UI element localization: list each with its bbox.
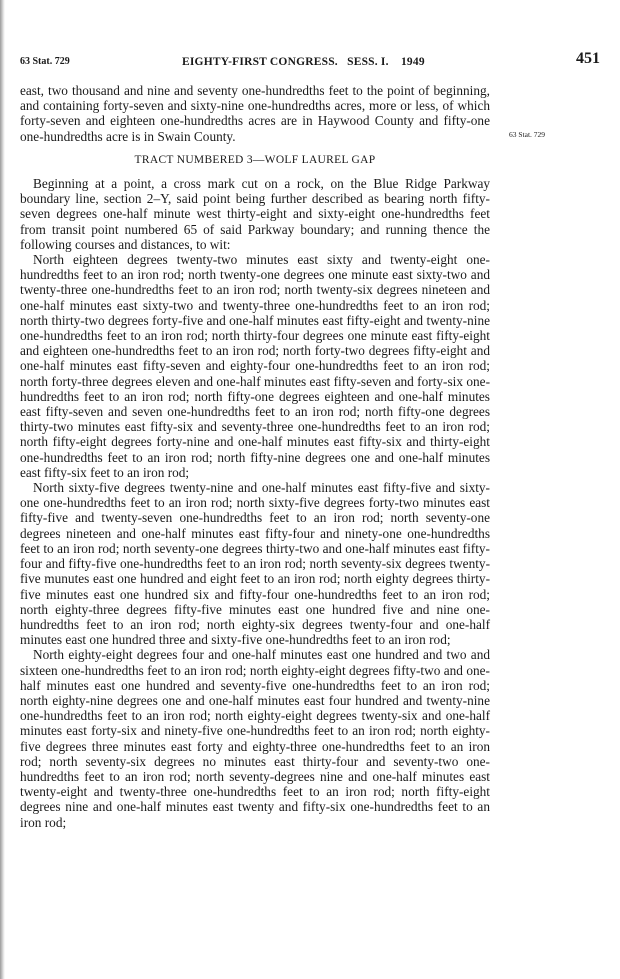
paragraph-courses-1: North eighteen degrees twenty-two minutes east sixty and twenty-eight one-hundredths feet to an iron rod; north twenty-one degrees one minute east sixty-two and twenty-three one-hundredths feet to an iron rod; north twenty-six degrees nineteen and one-half minutes east sixty-two and twenty-three one-hundredths feet to an iron rod; north thirty-two degrees forty-five and one-half minutes east fifty-eight and twenty-nine one-hundredths feet to an iron rod; north thirty-four degrees one minute east fifty-eight and eighteen one-hundredths feet to an iron rod; north forty-two degrees fifty-eight and one-half minutes east fifty-seven and eighty-four one-hundredths feet to an iron rod; north forty-three degrees eleven and one-half minutes east fifty-seven and forty-six one-hundredths feet to an iron rod; north fifty-one degrees eighteen and one-half minutes east fifty-seven and seven one-hundredths feet to an iron rod; north fifty-one degrees thirty-two minutes east fifty-six and seventy-three one-hundredths feet to an iron rod; north fifty-eight degrees forty-nine and one-half minutes east fifty-six and thirty-eight one-hundredths feet to an iron rod; north fifty-nine degrees one and one-half minutes east fifty-six feet to an iron rod; <box>20 252 490 480</box>
page-body <box>20 83 490 830</box>
session-label: SESS. I. <box>347 56 389 68</box>
margin-citation-note: 63 Stat. 729 <box>509 130 546 139</box>
intro-paragraph: east, two thousand and nine and seventy one-hundredths feet to the point of beginning, and containing forty-seven and sixty-nine one-hundredths acres, more or less, of which forty-seven and eighteen one-hundredths acres are in Haywood County and fifty-one one-hundredths acre is in Swain County. <box>20 83 490 144</box>
statute-citation: 63 Stat. 729 <box>20 56 70 67</box>
paragraph-beginning: Beginning at a point, a cross mark cut on a rock, on the Blue Ridge Parkway boundary line, section 2–Y, said point being further described as bearing north fifty-seven degrees one-half minute west thirty-eight and sixty-eight one-hundredths feet from transit point numbered 65 of said Parkway boundary; and running thence the following courses and distances, to wit: <box>20 176 490 252</box>
tract-heading: TRACT NUMBERED 3—WOLF LAUREL GAP <box>134 153 376 166</box>
congress-session-line <box>182 56 425 68</box>
scan-edge-shadow <box>0 0 5 979</box>
page-number: 451 <box>576 50 600 67</box>
year: 1949 <box>400 56 425 68</box>
paragraph-courses-2: North sixty-five degrees twenty-nine and one-half minutes east fifty-five and sixty-one one-hundredths feet to an iron rod; north sixty-five degrees forty-two minutes east fifty-five and twenty-seven one-hundredths feet to an iron rod; north seventy-one degrees nineteen and one-half minutes east fifty-four and ninety-one one-hundredths feet to an iron rod; north seventy-one degrees thirty-two and one-half minutes east fifty-four and fifty-five one-hundredths feet to an iron rod; north seventy-six degrees twenty-five munutes east one hundred and eight feet to an iron rod; north eighty degrees thirty-five minutes east one hundred six and fifty-four one-hundredths feet to an iron rod; north eighty-three degrees fifty-five minutes east one hundred five and nine one-hundredths feet to an iron rod; north eighty-six degrees twenty-four and one-half minutes east one hundred three and sixty-five one-hundredths feet to an iron rod; <box>20 480 490 648</box>
paragraph-courses-3: North eighty-eight degrees four and one-half minutes east one hundred and two and sixteen one-hundredths feet to an iron rod; north eighty-eight degrees fifty-two and one-half minutes east one hundred and seventy-five one-hundredths feet to an iron rod; north eighty-nine degrees one and one-half minutes east four hundred and twenty-nine one-hundredths feet to an iron rod; north eighty-eight degrees twenty-six and one-half minutes east forty-six and ninety-five one-hundredths feet to an iron rod; north eighty-five degrees three minutes east forty and eighty-three one-hundredths feet to an iron rod; north seventy-six degrees no minutes east thirty-four and seventy-two one-hundredths feet to an iron rod; north seventy-degrees nine and one-half minutes east twenty-eight and twenty-three one-hundredths feet to an iron rod; north fifty-eight degrees nine and one-half minutes east twenty and fifty-six one-hundredths feet to an iron rod; <box>20 647 490 830</box>
running-header <box>20 50 600 74</box>
congress-name: EIGHTY-FIRST CONGRESS. <box>182 56 338 68</box>
